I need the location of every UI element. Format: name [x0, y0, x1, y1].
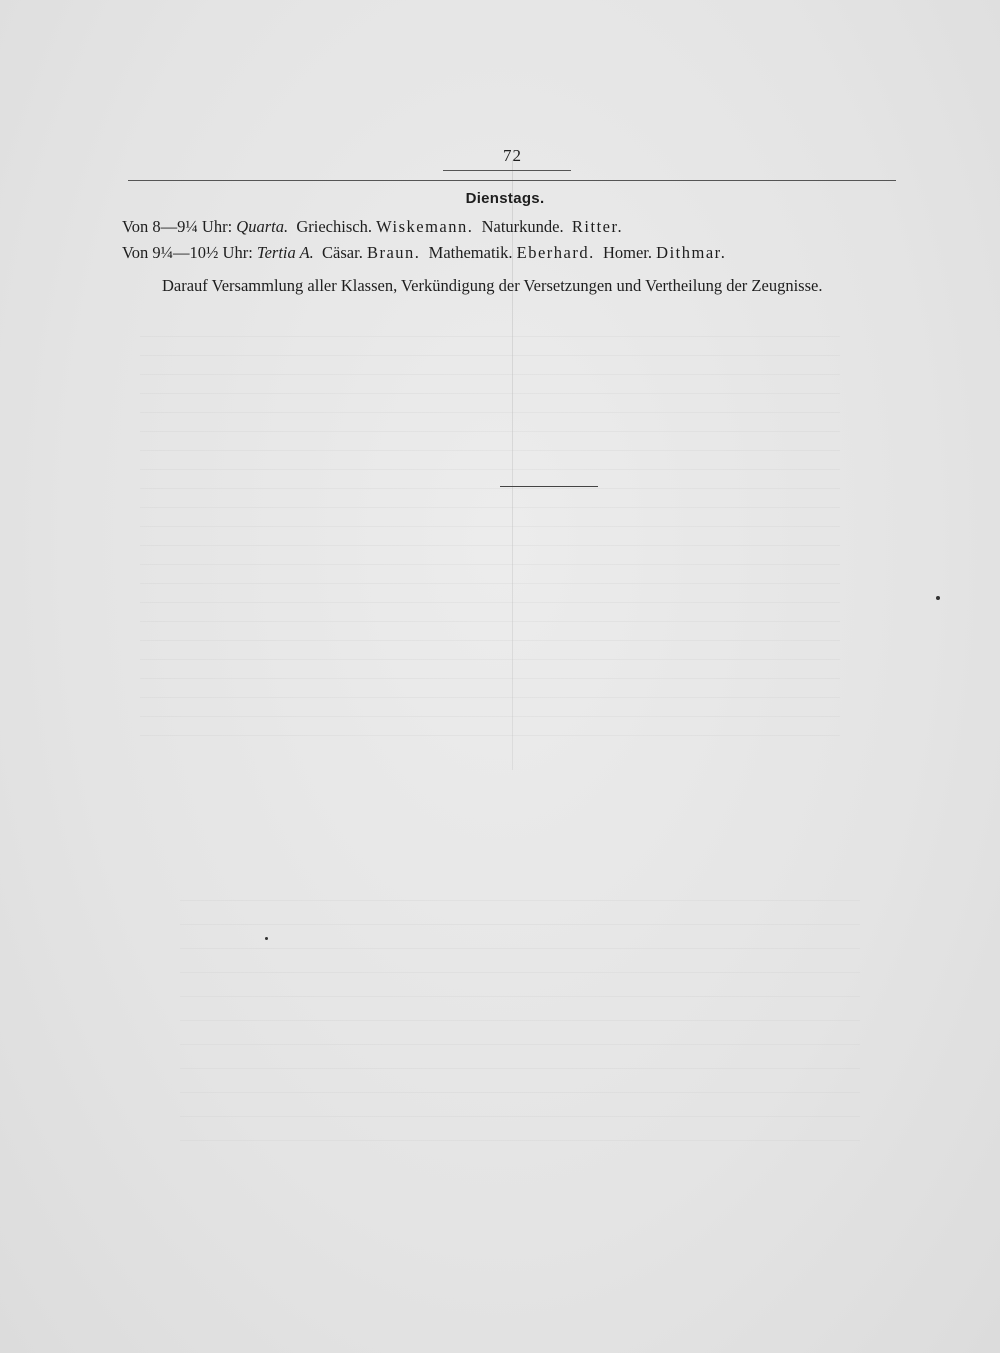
- section-end-rule: [500, 486, 598, 487]
- schedule-teacher: Braun.: [366, 243, 421, 262]
- page-number-rule: [443, 170, 571, 171]
- ink-speck: [936, 596, 940, 600]
- schedule-line-1: [122, 217, 623, 237]
- header-rule: [128, 180, 896, 181]
- schedule-subject: Naturkunde.: [481, 217, 564, 236]
- schedule-line-2: [122, 243, 726, 263]
- schedule-time: Von 8—9¼ Uhr:: [122, 217, 233, 236]
- schedule-subject: Cäsar.: [322, 243, 363, 262]
- schedule-subject: Griechisch.: [296, 217, 372, 236]
- schedule-teacher: Wiskemann.: [376, 217, 474, 236]
- bleed-through-block: [140, 320, 840, 740]
- schedule-teacher: Eberhard.: [516, 243, 595, 262]
- schedule-subject: Homer.: [602, 243, 653, 262]
- closing-paragraph: Darauf Versammlung aller Klassen, Verkündigung der Versetzungen und Vertheilung der Zeugnisse.: [162, 276, 823, 295]
- schedule-class: Quarta.: [236, 217, 289, 236]
- page-number: 72: [503, 146, 522, 165]
- section-title: Dienstags.: [465, 190, 545, 207]
- schedule-teacher: Dithmar.: [656, 243, 727, 262]
- schedule-subject: Mathematik.: [428, 243, 513, 262]
- ink-speck: [265, 937, 268, 940]
- bleed-through-block-lower: [180, 880, 860, 1160]
- schedule-teacher: Ritter.: [571, 217, 624, 236]
- schedule-time: Von 9¼—10½ Uhr:: [122, 243, 253, 262]
- schedule-class: Tertia A.: [256, 243, 314, 262]
